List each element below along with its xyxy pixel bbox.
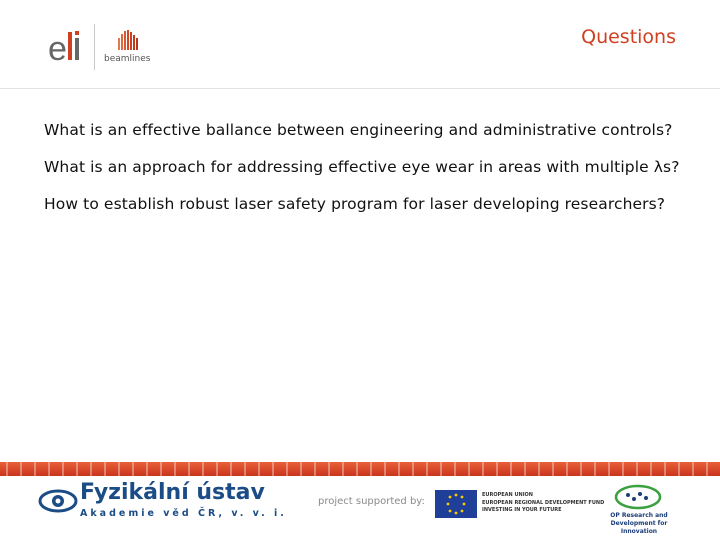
institute-subtitle: Akademie věd ČR, v. v. i. xyxy=(80,508,287,519)
op-rdi-text xyxy=(594,512,684,536)
op-text-line: Development for Innovation xyxy=(610,520,668,535)
question-item: What is an approach for addressing effective eye wear in areas with multiple λs? xyxy=(44,158,680,176)
question-list xyxy=(44,121,694,232)
op-rdi-logo-icon xyxy=(610,482,666,512)
svg-text:e: e xyxy=(48,30,67,66)
eu-text-line: EUROPEAN UNION xyxy=(482,492,533,498)
logo-divider xyxy=(94,24,95,70)
beamlines-icon xyxy=(104,28,144,52)
footer-band xyxy=(0,462,720,476)
question-item: How to establish robust laser safety program for laser developing researchers? xyxy=(44,195,666,213)
institute-name: Fyzikální ústav xyxy=(80,480,265,505)
beamlines-label: beamlines xyxy=(104,54,151,64)
question-item: What is an effective ballance between engineering and administrative controls? xyxy=(44,121,673,139)
eye-logo-icon xyxy=(38,484,78,518)
op-text-line: OP Research and xyxy=(610,512,668,519)
header-divider xyxy=(0,88,720,89)
supported-label: project supported by: xyxy=(318,496,425,507)
page-title: Questions xyxy=(581,26,676,48)
eli-logo xyxy=(48,26,90,66)
eu-text xyxy=(482,492,604,515)
eu-text-line: EUROPEAN REGIONAL DEVELOPMENT FUND xyxy=(482,499,605,506)
slide-header xyxy=(0,0,720,88)
eu-flag-icon xyxy=(435,490,477,518)
eu-text-line: INVESTING IN YOUR FUTURE xyxy=(482,507,562,513)
